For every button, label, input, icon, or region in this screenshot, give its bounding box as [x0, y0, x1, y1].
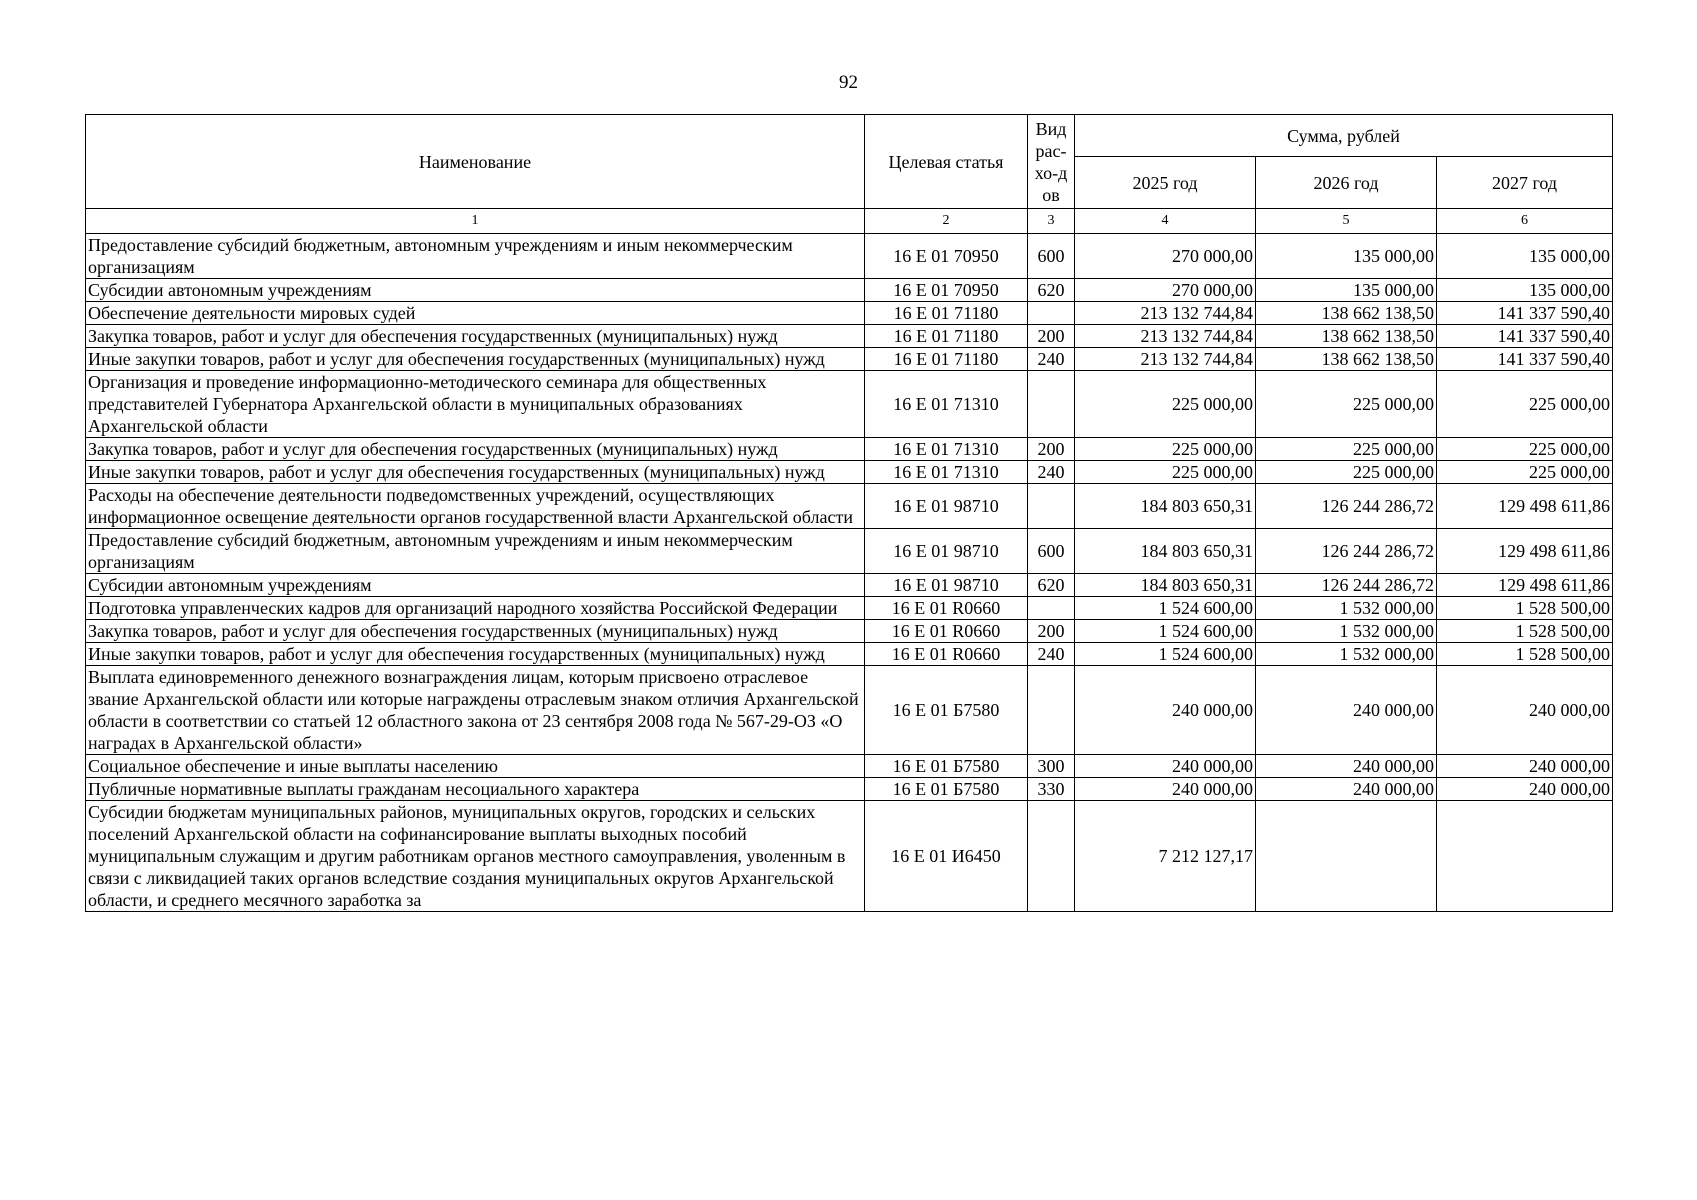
amount-2026-cell: 138 662 138,50 [1256, 302, 1437, 325]
header-year-2027: 2027 год [1437, 157, 1613, 209]
header-expense-kind: Вид рас-хо-дов [1028, 115, 1075, 209]
amount-2025-cell: 225 000,00 [1075, 438, 1256, 461]
expense-kind-cell: 620 [1028, 574, 1075, 597]
expense-kind-cell: 330 [1028, 778, 1075, 801]
row-name-cell: Организация и проведение информационно-методического семинара для общественных представителей Губернатора Архангельской области в муниципальных образованиях Архангельской области [86, 371, 865, 438]
amount-2025-cell: 213 132 744,84 [1075, 348, 1256, 371]
table-body [86, 234, 1613, 912]
amount-2027-cell: 141 337 590,40 [1437, 348, 1613, 371]
table-row [86, 666, 1613, 755]
table-row [86, 755, 1613, 778]
target-article-cell: 16 Е 01 71180 [865, 325, 1028, 348]
amount-2027-cell: 129 498 611,86 [1437, 574, 1613, 597]
target-article-cell: 16 Е 01 Б7580 [865, 755, 1028, 778]
target-article-cell: 16 Е 01 71310 [865, 461, 1028, 484]
expense-kind-cell [1028, 801, 1075, 912]
expense-kind-cell [1028, 666, 1075, 755]
amount-2027-cell: 1 528 500,00 [1437, 597, 1613, 620]
amount-2025-cell: 184 803 650,31 [1075, 529, 1256, 574]
amount-2026-cell: 138 662 138,50 [1256, 325, 1437, 348]
header-sum: Сумма, рублей [1075, 115, 1613, 157]
table-row [86, 574, 1613, 597]
amount-2026-cell [1256, 801, 1437, 912]
amount-2026-cell: 135 000,00 [1256, 279, 1437, 302]
row-name-cell: Расходы на обеспечение деятельности подведомственных учреждений, осуществляющих информационное освещение деятельности органов государственной власти Архангельской области [86, 484, 865, 529]
page-number: 92 [839, 72, 858, 93]
table-row [86, 302, 1613, 325]
amount-2025-cell: 270 000,00 [1075, 234, 1256, 279]
amount-2026-cell: 126 244 286,72 [1256, 529, 1437, 574]
column-number: 5 [1256, 209, 1437, 234]
target-article-cell: 16 Е 01 R0660 [865, 620, 1028, 643]
row-name-cell: Иные закупки товаров, работ и услуг для обеспечения государственных (муниципальных) нужд [86, 348, 865, 371]
row-name-cell: Закупка товаров, работ и услуг для обеспечения государственных (муниципальных) нужд [86, 325, 865, 348]
table-row [86, 484, 1613, 529]
target-article-cell: 16 Е 01 71310 [865, 438, 1028, 461]
column-number: 2 [865, 209, 1028, 234]
amount-2027-cell: 1 528 500,00 [1437, 620, 1613, 643]
target-article-cell: 16 Е 01 R0660 [865, 597, 1028, 620]
expense-kind-cell [1028, 484, 1075, 529]
budget-table [85, 114, 1613, 912]
expense-kind-cell [1028, 371, 1075, 438]
amount-2026-cell: 225 000,00 [1256, 371, 1437, 438]
column-number: 6 [1437, 209, 1613, 234]
row-name-cell: Закупка товаров, работ и услуг для обеспечения государственных (муниципальных) нужд [86, 438, 865, 461]
expense-kind-cell: 200 [1028, 620, 1075, 643]
expense-kind-cell: 200 [1028, 438, 1075, 461]
amount-2025-cell: 1 524 600,00 [1075, 597, 1256, 620]
row-name-cell: Обеспечение деятельности мировых судей [86, 302, 865, 325]
table-row [86, 348, 1613, 371]
amount-2025-cell: 225 000,00 [1075, 461, 1256, 484]
amount-2025-cell: 184 803 650,31 [1075, 484, 1256, 529]
amount-2027-cell: 1 528 500,00 [1437, 643, 1613, 666]
expense-kind-cell: 600 [1028, 529, 1075, 574]
row-name-cell: Субсидии бюджетам муниципальных районов, муниципальных округов, городских и сельских поселений Архангельской области на софинансирование выплаты выходных пособий муниципальным служащим и другим работникам органов местного самоуправления, уволенным в связи с ликвидацией таких органов вследствие создания муниципальных округов Архангельской области, и среднего месячного заработка за [86, 801, 865, 912]
header-target-article: Целевая статья [865, 115, 1028, 209]
column-number: 3 [1028, 209, 1075, 234]
expense-kind-cell [1028, 597, 1075, 620]
amount-2025-cell: 225 000,00 [1075, 371, 1256, 438]
row-name-cell: Предоставление субсидий бюджетным, автономным учреждениям и иным некоммерческим организациям [86, 234, 865, 279]
expense-kind-cell: 620 [1028, 279, 1075, 302]
target-article-cell: 16 Е 01 98710 [865, 574, 1028, 597]
amount-2026-cell: 225 000,00 [1256, 461, 1437, 484]
target-article-cell: 16 Е 01 И6450 [865, 801, 1028, 912]
expense-kind-cell: 240 [1028, 348, 1075, 371]
amount-2026-cell: 135 000,00 [1256, 234, 1437, 279]
row-name-cell: Закупка товаров, работ и услуг для обеспечения государственных (муниципальных) нужд [86, 620, 865, 643]
amount-2026-cell: 240 000,00 [1256, 666, 1437, 755]
row-name-cell: Субсидии автономным учреждениям [86, 279, 865, 302]
amount-2027-cell: 141 337 590,40 [1437, 325, 1613, 348]
amount-2027-cell: 240 000,00 [1437, 755, 1613, 778]
table-row [86, 620, 1613, 643]
target-article-cell: 16 Е 01 71310 [865, 371, 1028, 438]
table-row [86, 438, 1613, 461]
amount-2027-cell: 240 000,00 [1437, 666, 1613, 755]
row-name-cell: Иные закупки товаров, работ и услуг для обеспечения государственных (муниципальных) нужд [86, 461, 865, 484]
amount-2026-cell: 225 000,00 [1256, 438, 1437, 461]
table-row [86, 325, 1613, 348]
expense-kind-cell: 240 [1028, 461, 1075, 484]
target-article-cell: 16 Е 01 71180 [865, 302, 1028, 325]
amount-2025-cell: 1 524 600,00 [1075, 620, 1256, 643]
amount-2026-cell: 1 532 000,00 [1256, 643, 1437, 666]
amount-2026-cell: 240 000,00 [1256, 778, 1437, 801]
row-name-cell: Выплата единовременного денежного вознаграждения лицам, которым присвоено отраслевое звание Архангельской области или которые награждены отраслевым знаком отличия Архангельской области в соответствии со статьей 12 областного закона от 23 сентября 2008 года № 567-29-ОЗ «О наградах в Архангельской области» [86, 666, 865, 755]
row-name-cell: Подготовка управленческих кадров для организаций народного хозяйства Российской Федерации [86, 597, 865, 620]
amount-2026-cell: 240 000,00 [1256, 755, 1437, 778]
expense-kind-cell: 240 [1028, 643, 1075, 666]
header-year-2025: 2025 год [1075, 157, 1256, 209]
amount-2027-cell: 225 000,00 [1437, 371, 1613, 438]
column-number: 1 [86, 209, 865, 234]
amount-2027-cell: 135 000,00 [1437, 234, 1613, 279]
amount-2027-cell: 129 498 611,86 [1437, 529, 1613, 574]
amount-2026-cell: 138 662 138,50 [1256, 348, 1437, 371]
table-row [86, 643, 1613, 666]
header-year-2026: 2026 год [1256, 157, 1437, 209]
table-row [86, 461, 1613, 484]
row-name-cell: Публичные нормативные выплаты гражданам несоциального характера [86, 778, 865, 801]
expense-kind-cell: 300 [1028, 755, 1075, 778]
amount-2026-cell: 1 532 000,00 [1256, 597, 1437, 620]
amount-2025-cell: 1 524 600,00 [1075, 643, 1256, 666]
target-article-cell: 16 Е 01 98710 [865, 484, 1028, 529]
amount-2025-cell: 213 132 744,84 [1075, 325, 1256, 348]
expense-kind-cell: 600 [1028, 234, 1075, 279]
target-article-cell: 16 Е 01 Б7580 [865, 778, 1028, 801]
row-name-cell: Предоставление субсидий бюджетным, автономным учреждениям и иным некоммерческим организациям [86, 529, 865, 574]
table-row [86, 529, 1613, 574]
column-number-row [86, 209, 1613, 234]
table-row [86, 778, 1613, 801]
amount-2027-cell: 225 000,00 [1437, 438, 1613, 461]
table-row [86, 597, 1613, 620]
amount-2027-cell: 225 000,00 [1437, 461, 1613, 484]
amount-2026-cell: 126 244 286,72 [1256, 484, 1437, 529]
amount-2027-cell: 141 337 590,40 [1437, 302, 1613, 325]
table-row [86, 234, 1613, 279]
amount-2025-cell: 184 803 650,31 [1075, 574, 1256, 597]
expense-kind-cell: 200 [1028, 325, 1075, 348]
amount-2025-cell: 240 000,00 [1075, 755, 1256, 778]
column-number: 4 [1075, 209, 1256, 234]
row-name-cell: Социальное обеспечение и иные выплаты населению [86, 755, 865, 778]
header-name: Наименование [86, 115, 865, 209]
target-article-cell: 16 Е 01 Б7580 [865, 666, 1028, 755]
amount-2025-cell: 7 212 127,17 [1075, 801, 1256, 912]
amount-2025-cell: 240 000,00 [1075, 666, 1256, 755]
row-name-cell: Субсидии автономным учреждениям [86, 574, 865, 597]
amount-2025-cell: 270 000,00 [1075, 279, 1256, 302]
table-row [86, 801, 1613, 912]
target-article-cell: 16 Е 01 R0660 [865, 643, 1028, 666]
target-article-cell: 16 Е 01 71180 [865, 348, 1028, 371]
expense-kind-cell [1028, 302, 1075, 325]
amount-2025-cell: 240 000,00 [1075, 778, 1256, 801]
amount-2026-cell: 126 244 286,72 [1256, 574, 1437, 597]
amount-2026-cell: 1 532 000,00 [1256, 620, 1437, 643]
amount-2027-cell: 240 000,00 [1437, 778, 1613, 801]
target-article-cell: 16 Е 01 70950 [865, 279, 1028, 302]
amount-2027-cell: 135 000,00 [1437, 279, 1613, 302]
table-row [86, 279, 1613, 302]
amount-2025-cell: 213 132 744,84 [1075, 302, 1256, 325]
row-name-cell: Иные закупки товаров, работ и услуг для обеспечения государственных (муниципальных) нужд [86, 643, 865, 666]
table-row [86, 371, 1613, 438]
target-article-cell: 16 Е 01 70950 [865, 234, 1028, 279]
amount-2027-cell [1437, 801, 1613, 912]
amount-2027-cell: 129 498 611,86 [1437, 484, 1613, 529]
target-article-cell: 16 Е 01 98710 [865, 529, 1028, 574]
